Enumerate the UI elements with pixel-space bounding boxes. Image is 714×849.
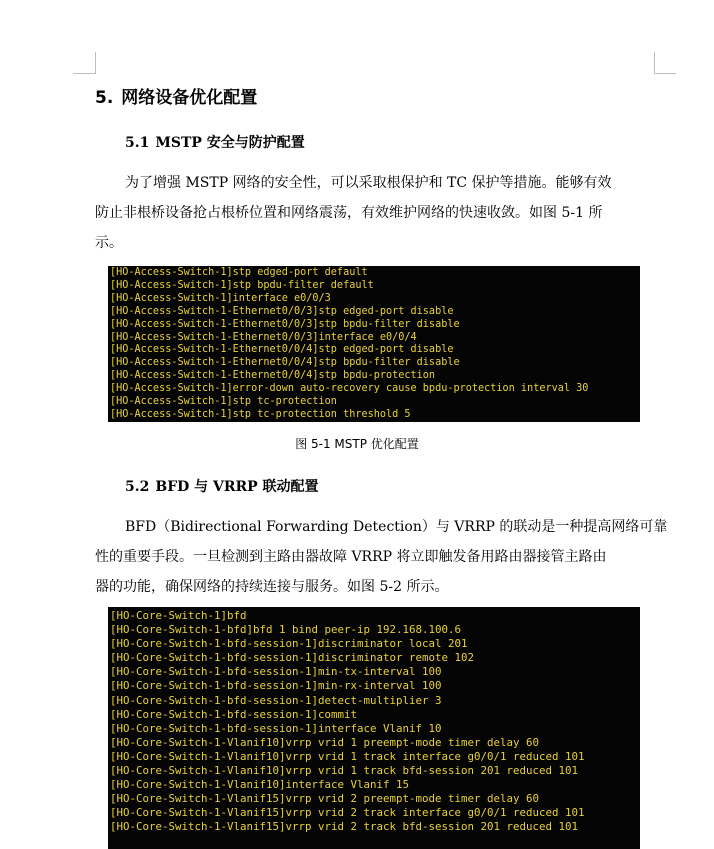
terminal-line: [HO-Core-Switch-1-Vlanif15]vrrp vrid 2 track bfd-session 201 reduced 101 [110,820,579,834]
terminal-line: [HO-Access-Switch-1]stp bpdu-filter default [110,279,374,291]
terminal-screenshot-bfd-vrrp [108,607,640,849]
terminal-line: [HO-Access-Switch-1-Ethernet0/0/4]stp edged-port disable [110,344,454,356]
bfd-vrrp-paragraph [95,512,668,602]
terminal-line: [HO-Core-Switch-1-bfd-session-1]detect-multiplier 3 [110,693,442,707]
subsection-title: BFD 与 VRRP 联动配置 [155,479,319,495]
mstp-paragraph [95,168,655,258]
terminal-line: [HO-Access-Switch-1]interface e0/0/3 [110,292,331,304]
subsection-heading-mstp [125,132,305,152]
terminal-line: [HO-Access-Switch-1-Ethernet0/0/3]interface e0/0/4 [110,331,417,343]
page-corner-mark-top-left [95,52,96,74]
page-corner-mark-top-right [654,73,676,74]
subsection-heading-bfd-vrrp [125,476,319,496]
section-title: 网络设备优化配置 [121,88,258,108]
terminal-line: [HO-Access-Switch-1-Ethernet0/0/3]stp bpdu-filter disable [110,318,460,330]
paragraph-line: 防止非根桥设备抢占根桥位置和网络震荡，有效维护网络的快速收敛。如图 5-1 所 [95,205,603,221]
terminal-line: [HO-Core-Switch-1-bfd-session-1]discriminator local 201 [110,637,468,651]
terminal-line: [HO-Access-Switch-1-Ethernet0/0/4]stp bpdu-protection [110,370,436,382]
terminal-line: [HO-Core-Switch-1-bfd-session-1]interface Vlanif 10 [110,721,442,735]
terminal-line: [HO-Core-Switch-1-bfd-session-1]min-rx-interval 100 [110,679,442,693]
terminal-line: [HO-Core-Switch-1-bfd-session-1]min-tx-interval 100 [110,665,442,679]
subsection-number: 5.2 [125,479,150,495]
terminal-line: [HO-Core-Switch-1]bfd [110,609,247,622]
section-heading [95,83,257,108]
terminal-line: [HO-Core-Switch-1-Vlanif15]vrrp vrid 2 track interface g0/0/1 reduced 101 [110,806,585,820]
figure-caption: 图 5-1 MSTP 优化配置 [295,437,419,451]
terminal-line: [HO-Access-Switch-1-Ethernet0/0/3]stp edged-port disable [110,305,454,317]
terminal-line: [HO-Core-Switch-1-Vlanif10]vrrp vrid 1 track bfd-session 201 reduced 101 [110,764,579,778]
terminal-line: [HO-Access-Switch-1]stp tc-protection [110,396,337,408]
terminal-line: [HO-Core-Switch-1-Vlanif10]vrrp vrid 1 track interface g0/0/1 reduced 101 [110,749,585,763]
paragraph-line: 器的功能，确保网络的持续连接与服务。如图 5-2 所示。 [95,579,449,595]
terminal-line: [HO-Access-Switch-1-Ethernet0/0/4]stp bpdu-filter disable [110,357,460,369]
terminal-screenshot-mstp [108,266,640,422]
terminal-line: [HO-Core-Switch-1-bfd]bfd 1 bind peer-ip 192.168.100.6 [110,623,462,637]
page-corner-mark-top-left [73,73,95,74]
terminal-line: [HO-Access-Switch-1]stp edged-port default [110,267,368,278]
paragraph-line: BFD（Bidirectional Forwarding Detection）与 VRRP 的联动是一种提高网络可靠 [125,519,668,535]
subsection-title: MSTP 安全与防护配置 [155,135,305,151]
page-corner-mark-top-right [654,52,655,74]
subsection-number: 5.1 [125,135,150,151]
paragraph-line: 示。 [95,235,123,251]
terminal-line: [HO-Core-Switch-1-bfd-session-1]discriminator remote 102 [110,651,475,665]
terminal-line: [HO-Core-Switch-1-bfd-session-1]commit [110,707,358,721]
terminal-line: [HO-Access-Switch-1]stp tc-protection threshold 5 [110,408,411,420]
terminal-line: [HO-Core-Switch-1-Vlanif10]interface Vlanif 15 [110,778,410,792]
paragraph-line: 性的重要手段。一旦检测到主路由器故障 VRRP 将立即触发备用路由器接管主路由 [95,549,607,565]
terminal-line: [HO-Access-Switch-1]error-down auto-recovery cause bpdu-protection interval 30 [110,383,589,395]
section-number: 5. [95,88,114,108]
terminal-line: [HO-Core-Switch-1-Vlanif10]vrrp vrid 1 preempt-mode timer delay 60 [110,735,540,749]
paragraph-line: 为了增强 MSTP 网络的安全性，可以采取根保护和 TC 保护等措施。能够有效 [125,175,612,191]
terminal-line: [HO-Core-Switch-1-Vlanif15]vrrp vrid 2 preempt-mode timer delay 60 [110,792,540,806]
